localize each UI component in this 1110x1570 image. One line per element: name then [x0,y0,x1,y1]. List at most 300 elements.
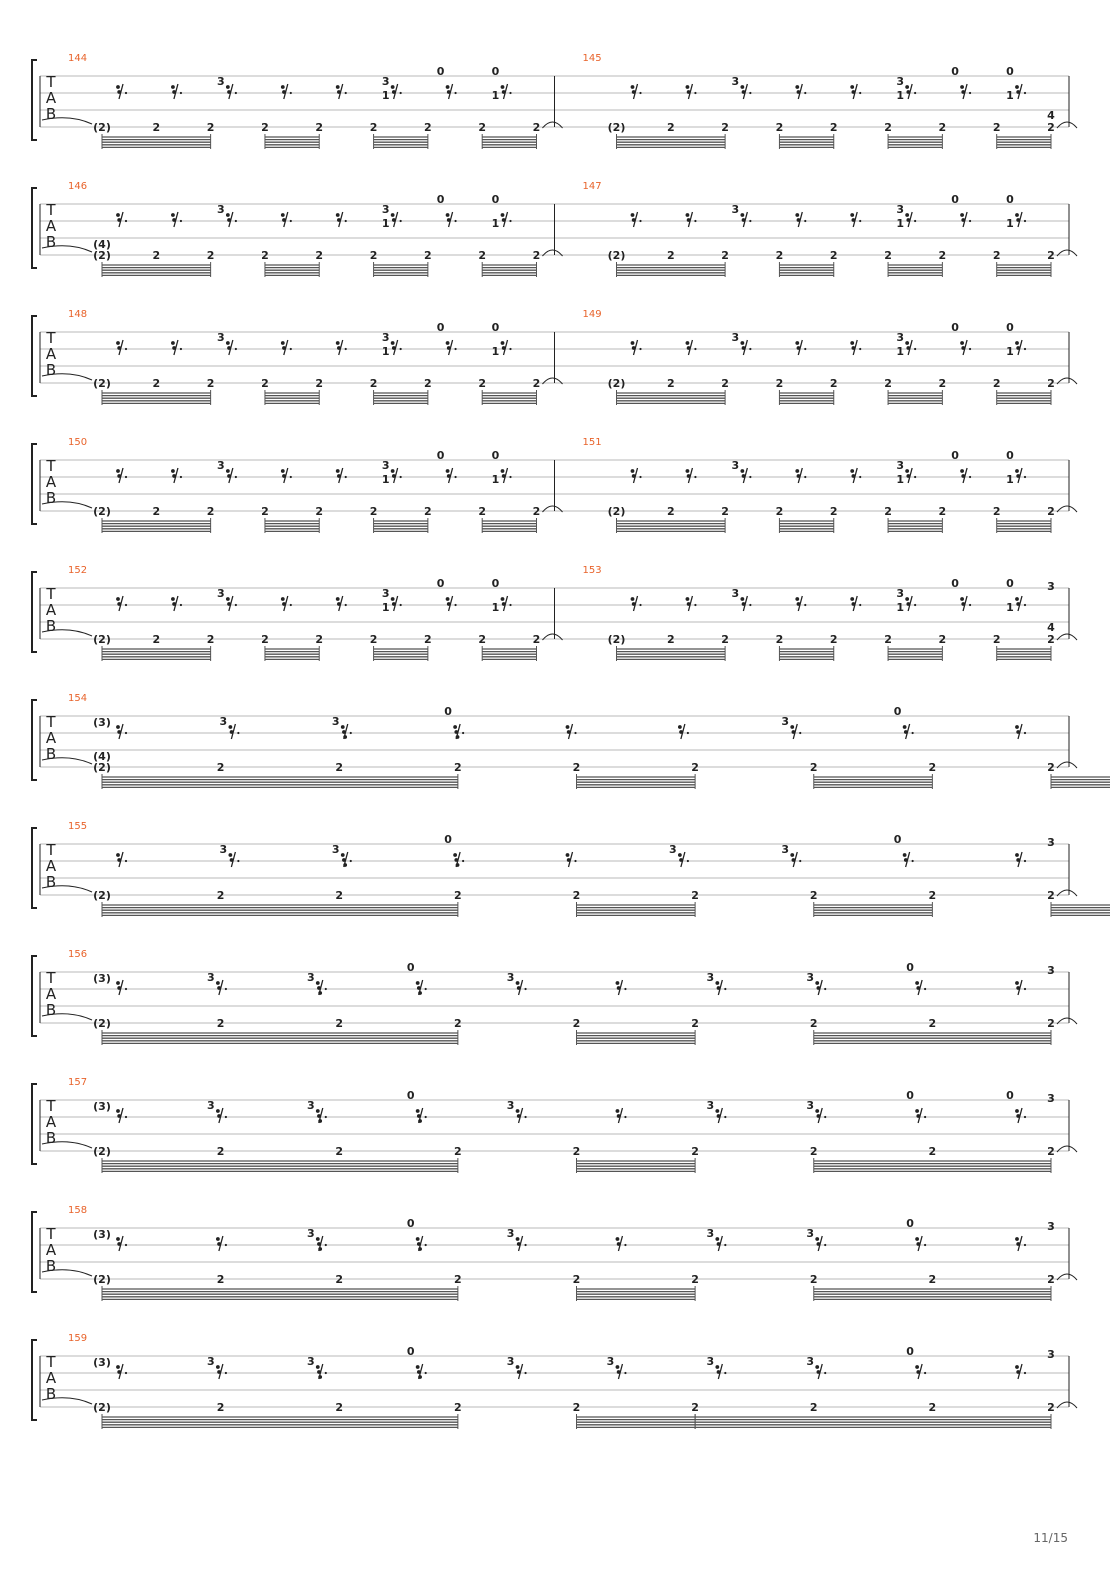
sixteenth-rest [336,468,347,483]
dot-mark [749,604,751,606]
fret-number: 0 [491,321,500,334]
dot-mark [924,1372,926,1374]
bass-fret-number: 2 [206,249,215,262]
rest-dot [501,597,505,601]
tab-system [32,565,1077,661]
rest-dot [795,341,799,345]
rest-dot [516,1109,520,1113]
fret-number: 1 [491,601,500,614]
sixteenth-rest [795,212,806,227]
sixteenth-rest [228,852,239,867]
bass-fret-number: 2 [216,889,225,902]
sixteenth-rest [960,340,971,355]
rest-dot [960,85,964,89]
rest-dot [790,725,794,729]
rest-dot [216,1365,220,1369]
rest-dot [795,597,799,601]
rest-dot [905,341,909,345]
rest-dot [715,1237,719,1241]
fret-number: 3 [381,75,390,88]
rest-dot [391,597,395,601]
dot-mark [325,988,327,990]
sixteenth-rest [516,980,527,995]
dot-mark [425,1372,427,1374]
bass-fret-number: 2 [478,505,487,518]
sixteenth-rest [790,724,801,739]
rest-dot [686,213,690,217]
rest-dot [316,1109,320,1113]
beam-group [814,1030,1051,1045]
dot-mark [290,220,292,222]
dot-mark [914,476,916,478]
bass-fret-number: 2 [1047,1401,1055,1414]
rest-dot [1015,469,1019,473]
bass-fret-number: 2 [152,633,161,646]
bass-fret-number: 2 [424,249,432,262]
rest-dot [336,469,340,473]
bass-fret-number: 2 [992,505,1001,518]
bass-fret-number: 2 [928,1273,937,1286]
rest-dot [715,1365,719,1369]
tab-clef-letter: A [45,857,57,875]
rest-dot [228,853,232,857]
dot-mark [345,348,347,350]
dot-mark [454,604,456,606]
sixteenth-rest [903,724,914,739]
dot-mark [454,220,456,222]
rest-dot [501,469,505,473]
rest-dot [631,213,635,217]
rest-dot [116,341,120,345]
rest-dot [453,725,457,729]
dot-mark [125,732,127,734]
tab-clef-letter: T [46,329,56,347]
bass-fret-number: 2 [721,633,729,646]
bass-fret-number: (2) [607,249,626,262]
measure-number: 151 [582,437,602,448]
sixteenth-rest [715,980,726,995]
bass-fret-number: 2 [928,1401,937,1414]
rest-dot [740,341,744,345]
fret-number: 1 [491,217,500,230]
dot-mark [694,348,696,350]
beam-group [102,1030,458,1045]
beam-group [617,262,726,277]
measure-number: 153 [582,565,602,576]
sixteenth-rest [915,980,926,995]
bass-fret-number: 2 [572,1273,581,1286]
dot-mark [1024,732,1026,734]
measure-number: 144 [68,53,88,64]
rest-dot [960,597,964,601]
dot-mark [924,1244,926,1246]
dot-mark [1024,476,1026,478]
bass-fret-number: 2 [1047,1017,1055,1030]
bass-fret-number: 2 [206,505,215,518]
rest-dot [391,341,395,345]
measure [68,309,563,405]
rest-dot [686,469,690,473]
fret-number: 3 [731,587,740,600]
rest-dot [850,85,854,89]
beam-group [265,646,319,661]
dot-mark [859,604,861,606]
dot-mark [1024,1244,1026,1246]
rest-dot [341,853,345,857]
bass-fret-number: 2 [206,633,215,646]
rest-dot [616,1109,620,1113]
bass-fret-number: (2) [607,505,626,518]
sixteenth-rest [171,468,182,483]
dot-mark [350,860,352,862]
rest-dot [501,341,505,345]
fret-number: 3 [896,587,904,600]
sixteenth-rest [341,852,352,867]
rest-dot [171,85,175,89]
rest-dot [116,597,120,601]
tab-system [32,1205,1110,1301]
rest-dot [905,85,909,89]
bass-fret-number: 2 [721,377,729,390]
dot-mark [290,92,292,94]
rest-dot [336,597,340,601]
beam-group [265,518,319,533]
sixteenth-rest [631,468,642,483]
dot-mark [524,1244,526,1246]
bass-fret-number: 2 [666,121,675,134]
bass-fret-number: 2 [691,889,699,902]
tab-system [32,821,1110,917]
beam-group [102,518,211,533]
bass-fret-number: 2 [152,505,161,518]
system-bracket [32,828,37,908]
rest-dot [116,1365,120,1369]
dot-mark [749,348,751,350]
bass-fret-number: 2 [216,1401,225,1414]
sixteenth-rest [616,1108,627,1123]
sixteenth-rest [915,1108,926,1123]
dot-mark [125,604,127,606]
bass-fret-number: 2 [666,505,675,518]
sixteenth-rest [416,1108,427,1123]
fret-number: 0 [436,577,445,590]
beam-group [102,902,458,917]
tab-system [32,181,1077,277]
beam-group [617,390,726,405]
rest-dot [631,469,635,473]
dot-mark [235,604,237,606]
dot-mark [345,220,347,222]
sixteenth-rest [316,1364,327,1379]
fret-number: 3 [331,715,340,728]
measure [555,309,1078,405]
beam-group [1051,902,1110,917]
rest-dot [391,85,395,89]
bass-fret-number: 2 [335,889,344,902]
dot-mark [724,1116,726,1118]
sixteenth-rest [850,84,861,99]
dot-mark [290,476,292,478]
sixteenth-rest [391,84,402,99]
dot-mark [237,732,239,734]
sixteenth-rest [446,212,457,227]
measure [68,565,563,661]
dot-mark [624,988,626,990]
fret-number: 1 [1006,217,1014,230]
bass-fret-number: (2) [93,1401,111,1414]
rest-dot [116,213,120,217]
dot-mark [180,604,182,606]
sixteenth-rest [1015,1236,1026,1251]
sixteenth-rest [391,340,402,355]
tab-clef-letter: A [45,601,57,619]
tab-clef-letter: B [45,1129,57,1147]
bass-fret-number: 2 [532,121,541,134]
rest-dot [1015,981,1019,985]
dot-mark [1024,348,1026,350]
bass-fret-number: (2) [93,889,111,902]
measure [555,181,1078,277]
bass-fret-number: 2 [721,249,729,262]
sixteenth-rest [686,468,697,483]
rest-dot [336,341,340,345]
beam-group [814,774,933,789]
bass-fret-number: 2 [691,1401,699,1414]
bass-fret-number: (2) [93,121,111,134]
rest-dot [1015,853,1019,857]
dot-mark [969,476,971,478]
fret-number: 0 [951,321,959,334]
sixteenth-rest [631,596,642,611]
sixteenth-rest [116,1236,127,1251]
beam-group [102,646,211,661]
fret-number: 3 [781,843,790,856]
dot-mark [912,732,914,734]
sixteenth-rest [1015,596,1026,611]
beam-group [997,390,1051,405]
tied-fret-number: (3) [93,1228,111,1241]
dot-mark [749,92,751,94]
sixteenth-rest [316,1236,327,1251]
fret-number: 0 [906,1217,914,1230]
measure [68,693,1110,789]
bass-fret-number: (2) [607,633,626,646]
sixteenth-rest [1015,980,1026,995]
rest-dot [795,85,799,89]
rest-dot [316,1237,320,1241]
rest-dot [116,853,120,857]
bass-fret-number: (2) [93,377,111,390]
fret-number: 3 [806,1227,815,1240]
rest-dot [850,597,854,601]
sixteenth-rest [715,1364,726,1379]
beam-group [265,262,319,277]
fret-number: 1 [1006,345,1014,358]
measure-number: 145 [582,53,602,64]
fret-number: 1 [381,217,390,230]
bass-fret-number: 2 [261,633,269,646]
dot-mark [969,604,971,606]
sixteenth-rest [686,596,697,611]
bass-fret-number: 2 [938,377,947,390]
dot-mark [1024,604,1026,606]
fret-number: 3 [806,1099,815,1112]
rest-dot [171,469,175,473]
beam-group [888,518,942,533]
dot-mark [290,604,292,606]
sixteenth-rest [446,596,457,611]
rest-dot [116,725,120,729]
rest-dot [228,725,232,729]
sixteenth-rest [316,1108,327,1123]
bass-fret-number: 2 [572,1401,581,1414]
sixteenth-rest [116,212,127,227]
dot-mark [574,860,576,862]
bass-fret-number: 2 [809,761,818,774]
rest-dot [1015,1365,1019,1369]
dot-mark [345,92,347,94]
bass-fret-number: 2 [532,377,541,390]
dot-mark [1024,220,1026,222]
dot-mark [509,604,511,606]
dot-mark [400,604,402,606]
dot-mark [1024,1116,1026,1118]
dot-mark [180,220,182,222]
bass-fret-number: 2 [691,761,699,774]
system-bracket [32,700,37,780]
dot-mark [345,604,347,606]
tied-fret-number: (4) [93,750,111,763]
fret-number: 3 [731,331,740,344]
measure [68,821,1110,917]
fret-number: 3 [381,203,390,216]
system-bracket [32,188,37,268]
measure [68,437,563,533]
rest-dot [516,981,520,985]
bass-fret-number: 2 [809,1401,818,1414]
measure-number: 159 [68,1333,88,1344]
measure-number: 155 [68,821,88,832]
rest-dot [616,1365,620,1369]
dot-mark [804,476,806,478]
fret-number: 3 [806,1355,815,1368]
bass-fret-number: 2 [424,121,432,134]
sixteenth-rest [501,596,512,611]
measure [68,949,1110,1045]
dot-mark [804,348,806,350]
sixteenth-rest [960,212,971,227]
fret-number: 0 [406,1345,415,1358]
sixteenth-rest [790,852,801,867]
fret-number: 3 [731,459,740,472]
measure-number: 147 [582,181,602,192]
beam-group [577,1286,696,1301]
dot-mark [180,348,182,350]
dot-mark [425,988,427,990]
bass-fret-number: 2 [1047,249,1055,262]
fret-number: 0 [893,833,902,846]
dot-mark [509,92,511,94]
beam-group [374,518,428,533]
beam-group [888,262,942,277]
rest-dot [1015,1109,1019,1113]
dot-mark [859,348,861,350]
dot-mark [524,1116,526,1118]
fret-number: 3 [1047,1092,1055,1105]
sixteenth-rest [391,468,402,483]
dot-mark [749,476,751,478]
beam-group [997,262,1051,277]
rest-dot [790,853,794,857]
rest-dot [446,597,450,601]
beam-group [102,134,211,149]
tab-clef-letter: A [45,1369,57,1387]
rest-dot [740,597,744,601]
rest-dot [116,981,120,985]
dot-mark [125,988,127,990]
sixteenth-rest [216,1236,227,1251]
measure-number: 158 [68,1205,88,1216]
bass-fret-number: 2 [938,633,947,646]
bass-fret-number: 2 [335,761,344,774]
rest-dot [686,341,690,345]
bass-fret-number: 2 [775,121,784,134]
sixteenth-rest [416,980,427,995]
rest-dot [915,1109,919,1113]
fret-number: 1 [381,89,390,102]
dot-mark [400,220,402,222]
dot-mark [425,1244,427,1246]
dot-mark [325,1244,327,1246]
dot-mark [694,220,696,222]
bass-fret-number: 2 [424,633,432,646]
dot-mark [290,348,292,350]
rest-dot [281,85,285,89]
rest-dot [391,469,395,473]
bass-fret-number: 2 [809,1145,818,1158]
sixteenth-rest [216,980,227,995]
dot-mark [180,92,182,94]
bass-fret-number: 2 [369,249,378,262]
sixteenth-rest [905,596,916,611]
tab-system [32,437,1077,533]
beam-group [102,390,211,405]
dot-mark [125,1372,127,1374]
tab-clef-letter: T [46,841,56,859]
tab-clef-letter: A [45,1113,57,1131]
dot-mark [425,1116,427,1118]
bass-fret-number: 2 [315,633,324,646]
tab-clef-letter: A [45,345,57,363]
dot-mark [914,220,916,222]
rest-dot [226,85,230,89]
sixteenth-rest [850,212,861,227]
dot-mark [524,1372,526,1374]
sixteenth-rest [116,980,127,995]
bass-fret-number: 2 [666,633,675,646]
beam-group [617,518,726,533]
fret-number: 4 [1047,109,1055,122]
sixteenth-rest [391,596,402,611]
beam-group [617,646,726,661]
fret-number: 3 [1047,1220,1055,1233]
rest-dot [226,597,230,601]
bass-fret-number: 2 [261,121,269,134]
dot-mark [639,220,641,222]
fret-number: 1 [381,473,390,486]
beam-group [102,1286,458,1301]
fret-number: 3 [506,971,515,984]
